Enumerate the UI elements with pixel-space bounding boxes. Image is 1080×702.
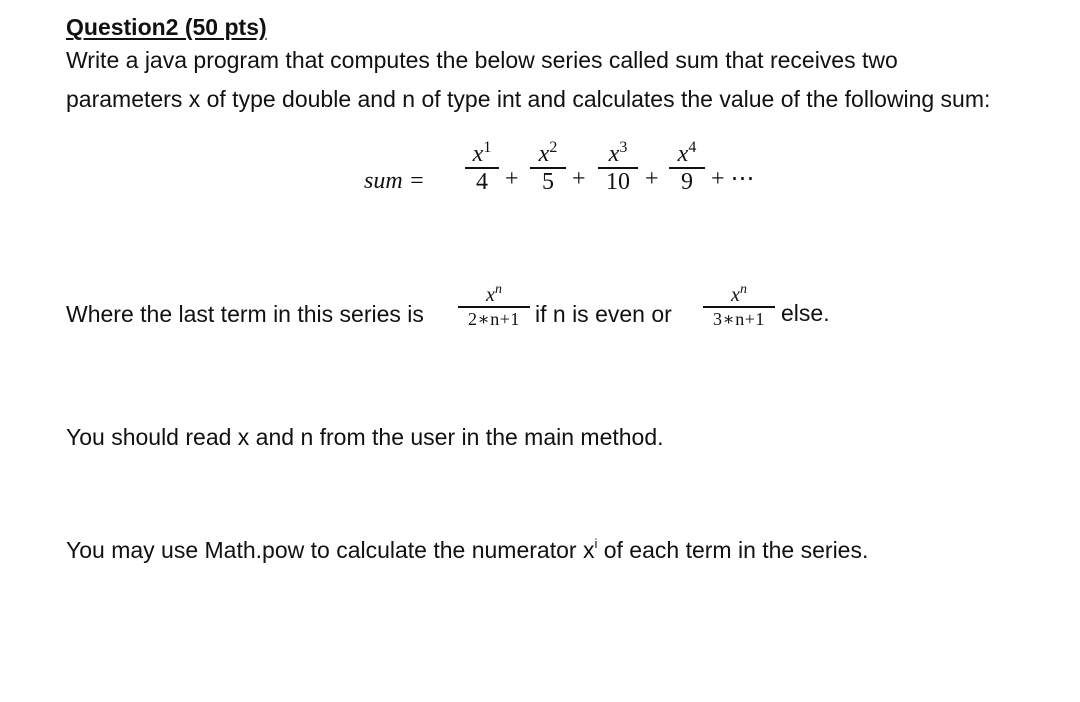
formula-lhs: sum =	[364, 168, 425, 194]
question-title: Question2 (50 pts)	[66, 14, 267, 40]
math-pow-hint-after: of each term in the series.	[597, 537, 869, 563]
last-term-suffix: else.	[781, 300, 830, 326]
last-term-prefix: Where the last term in this series is	[66, 301, 424, 327]
formula-term-4	[669, 141, 705, 195]
even-case-fraction	[458, 284, 530, 330]
term-3-numerator: $x^3$	[608, 139, 628, 167]
even-case-numerator: $x^n$	[486, 282, 502, 306]
formula-term-3	[598, 141, 638, 195]
term-3-denominator: 10	[606, 169, 630, 195]
term-1-denominator: 4	[476, 169, 488, 195]
math-pow-hint	[66, 535, 868, 565]
formula-ellipsis: + ⋯	[711, 166, 755, 192]
math-pow-hint-before: You may use Math.pow to calculate the numerator x	[66, 537, 595, 563]
term-2-denominator: 5	[542, 169, 554, 195]
odd-case-fraction	[703, 284, 775, 330]
plus-sign: +	[505, 166, 519, 192]
question-text-line-1: Write a java program that computes the below series called sum that receives two	[66, 47, 898, 73]
plus-sign: +	[572, 166, 586, 192]
term-1-numerator: $x^1$	[472, 139, 492, 167]
last-term-middle: if n is even or	[535, 301, 672, 327]
term-4-denominator: 9	[681, 169, 693, 195]
even-case-denominator: 2∗n+1	[468, 308, 520, 329]
term-4-numerator: $x^4$	[677, 139, 697, 167]
formula-term-2	[530, 141, 566, 195]
math-pow-hint-superscript: i	[594, 536, 598, 551]
odd-case-numerator: $x^n$	[731, 282, 747, 306]
read-input-instruction: You should read x and n from the user in the main method.	[66, 424, 664, 450]
odd-case-denominator: 3∗n+1	[713, 308, 765, 329]
formula-term-1	[465, 141, 499, 195]
plus-sign: +	[645, 166, 659, 192]
question-text-line-2: parameters x of type double and n of type int and calculates the value of the following sum:	[66, 86, 991, 112]
term-2-numerator: $x^2$	[538, 139, 558, 167]
